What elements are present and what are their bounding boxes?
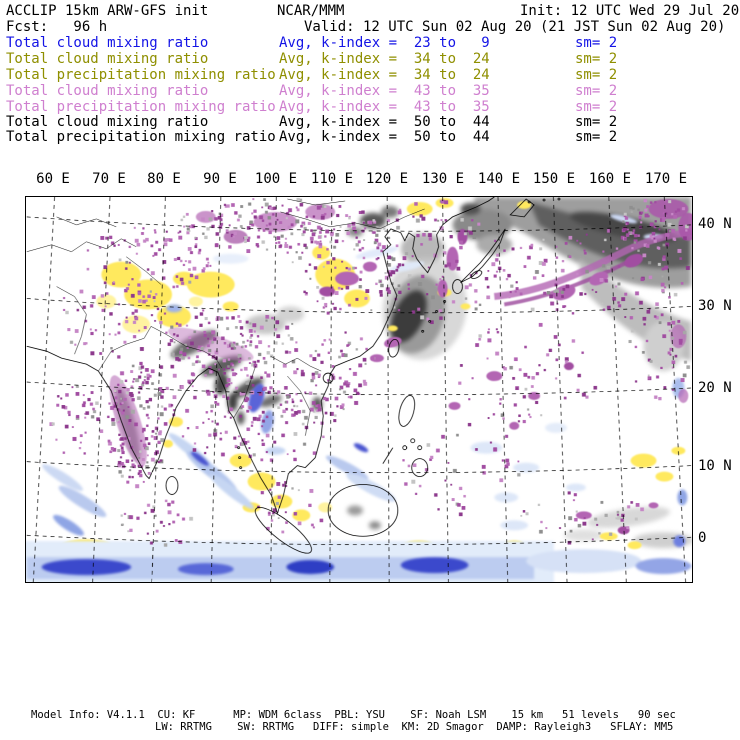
lon-label: 60 E [36, 171, 70, 187]
model-info-line2: LW: RRTMG SW: RRTMG DIFF: simple KM: 2D Smagor DAMP: Rayleigh3 SFLAY: MM5 [155, 721, 674, 733]
lat-label: 20 N [698, 380, 732, 396]
map-canvas [26, 197, 692, 582]
lon-label: 70 E [92, 171, 126, 187]
lon-label: 140 E [477, 171, 521, 187]
legend-label-row2: Total precipitation mixing ratio [6, 67, 276, 83]
legend-sm-row6: sm= 2 [575, 129, 618, 145]
lon-label: 120 E [365, 171, 409, 187]
plot-title: ACCLIP 15km ARW-GFS init [6, 3, 209, 19]
valid-time: Valid: 12 UTC Sun 02 Aug 20 (21 JST Sun 02 Aug 20) [304, 19, 726, 35]
lat-label: 10 N [698, 458, 732, 474]
center-label: NCAR/MMM [277, 3, 345, 19]
legend-sm-row1: sm= 2 [575, 51, 618, 67]
legend-sm-row4: sm= 2 [575, 99, 618, 115]
legend-label-row4: Total precipitation mixing ratio [6, 99, 276, 115]
lon-label: 100 E [254, 171, 298, 187]
lon-label: 90 E [203, 171, 237, 187]
legend-kindex-row5: Avg, k-index = 50 to 44 [279, 114, 490, 130]
map-panel [25, 196, 693, 583]
legend-label-row3: Total cloud mixing ratio [6, 83, 209, 99]
legend-kindex-row6: Avg, k-index = 50 to 44 [279, 129, 490, 145]
legend-label-row6: Total precipitation mixing ratio [6, 129, 276, 145]
legend-label-row0: Total cloud mixing ratio [6, 35, 209, 51]
legend-label-row1: Total cloud mixing ratio [6, 51, 209, 67]
legend-sm-row5: sm= 2 [575, 114, 618, 130]
coastlines [27, 197, 560, 560]
legend-kindex-row0: Avg, k-index = 23 to 9 [279, 35, 490, 51]
legend-kindex-row1: Avg, k-index = 34 to 24 [279, 51, 490, 67]
lon-label: 80 E [147, 171, 181, 187]
legend-kindex-row4: Avg, k-index = 43 to 35 [279, 99, 490, 115]
lon-label: 150 E [532, 171, 576, 187]
lon-label: 130 E [421, 171, 465, 187]
legend-sm-row2: sm= 2 [575, 67, 618, 83]
legend-kindex-row2: Avg, k-index = 34 to 24 [279, 67, 490, 83]
legend-sm-row0: sm= 2 [575, 35, 618, 51]
lon-label: 160 E [588, 171, 632, 187]
forecast-hour: Fcst: 96 h [6, 19, 108, 35]
lat-label: 0 [698, 530, 707, 546]
lat-label: 30 N [698, 298, 732, 314]
lat-label: 40 N [698, 216, 732, 232]
init-time: Init: 12 UTC Wed 29 Jul 20 [520, 3, 740, 19]
legend-sm-row3: sm= 2 [575, 83, 618, 99]
lon-label: 170 E [644, 171, 688, 187]
lon-label: 110 E [310, 171, 354, 187]
model-info-line1: Model Info: V4.1.1 CU: KF MP: WDM 6class PBL: YSU SF: Noah LSM 15 km 51 levels 90 sec [31, 709, 676, 721]
legend-label-row5: Total cloud mixing ratio [6, 114, 209, 130]
legend-kindex-row3: Avg, k-index = 43 to 35 [279, 83, 490, 99]
